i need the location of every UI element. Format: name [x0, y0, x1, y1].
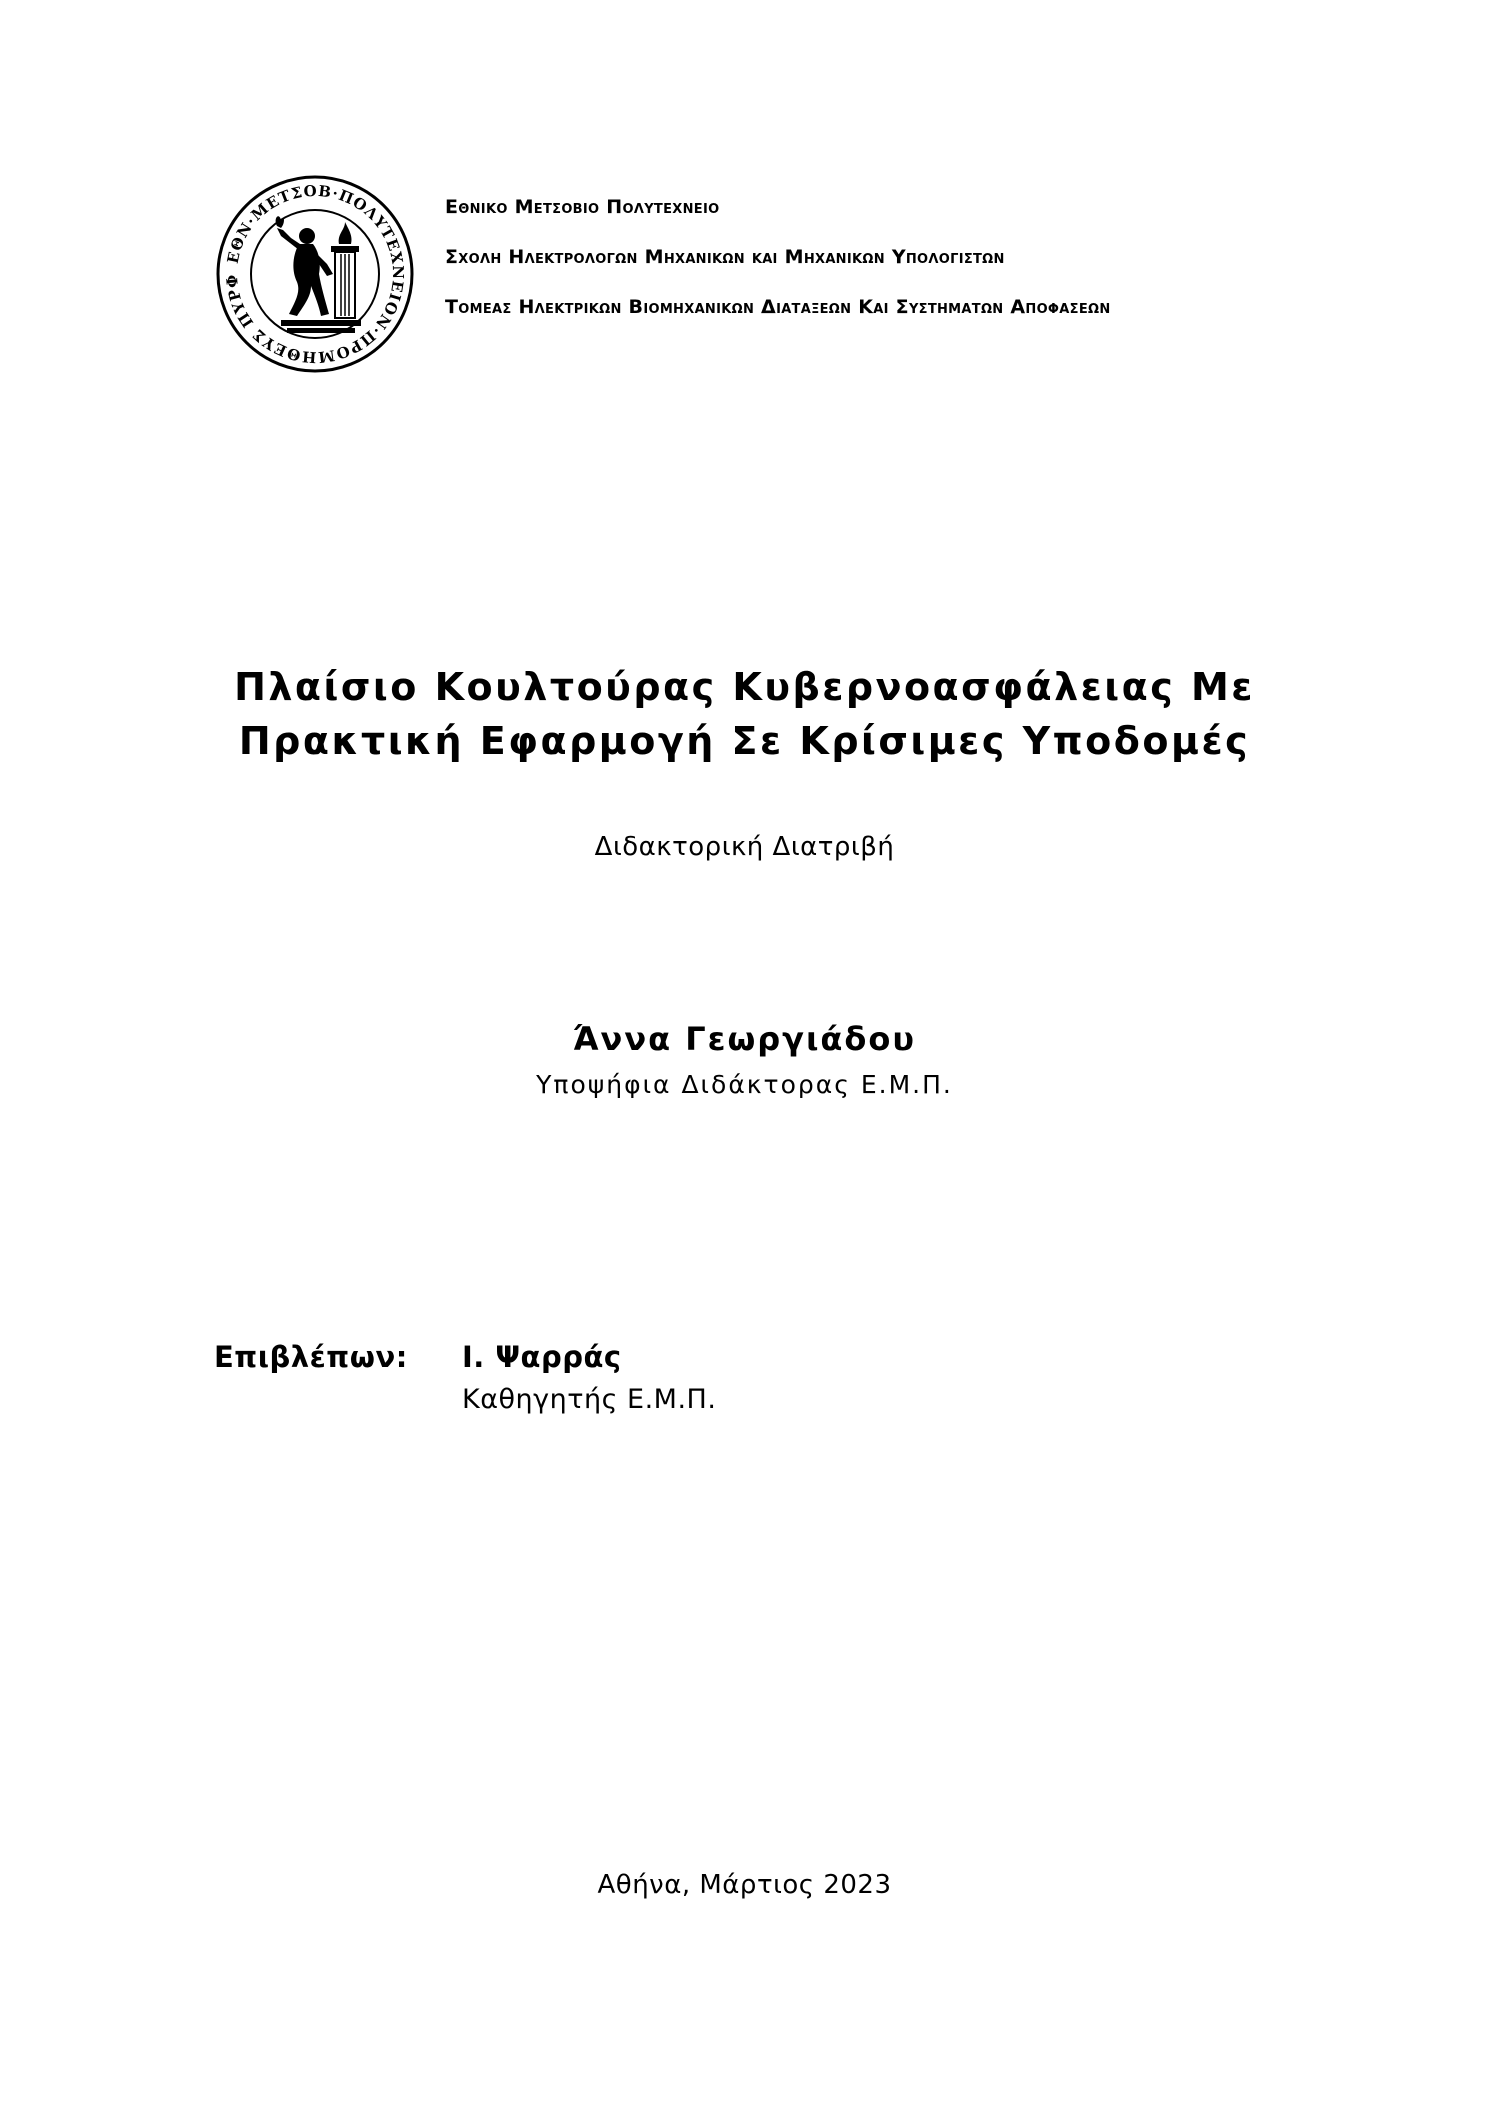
thesis-title — [0, 660, 1489, 768]
thesis-title-line-1: Πλαίσιο Κουλτούρας Κυβερνοασφάλειας Με — [234, 665, 1255, 709]
supervisor-role: Καθηγητής Ε.Μ.Π. — [462, 1384, 717, 1415]
university-name: Εθνικο Μετσοβιο Πολυτεχνειο — [445, 196, 720, 218]
school-name: Σχολη Ηλεκτρολογων Μηχανικων και Μηχανικων Υπολογιστων — [445, 246, 1005, 268]
document-type: Διδακτορική Διατριβή — [594, 832, 895, 862]
supervisor-name: Ι. Ψαρράς — [462, 1340, 622, 1374]
author-role: Υποψήφια Διδάκτορας Ε.Μ.Π. — [536, 1070, 953, 1099]
place-date: Αθήνα, Μάρτιος 2023 — [597, 1870, 892, 1900]
division-name: Τομεας Ηλεκτρικων Βιομηχανικων Διαταξεων Και Συστηματων Αποφασεων — [445, 296, 1111, 318]
author-name: Άννα Γεωργιάδου — [573, 1020, 916, 1058]
supervisor-label: Επιβλέπων: — [214, 1340, 408, 1374]
university-seal-icon — [215, 174, 415, 374]
svg-text:ΕΘΝ·ΜΕΤΣΟΒ·ΠΟΛΥΤΕΧΝΕΙΟΝ·ΠΡΟΜΗΘ: ΕΘΝ·ΜΕΤΣΟΒ·ΠΟΛΥΤΕΧΝΕΙΟΝ·ΠΡΟΜΗΘΕΥΣ ΠΥΡΦ — [222, 181, 408, 367]
thesis-title-line-2: Πρακτική Εφαρμογή Σε Κρίσιμες Υποδομές — [238, 719, 1251, 763]
